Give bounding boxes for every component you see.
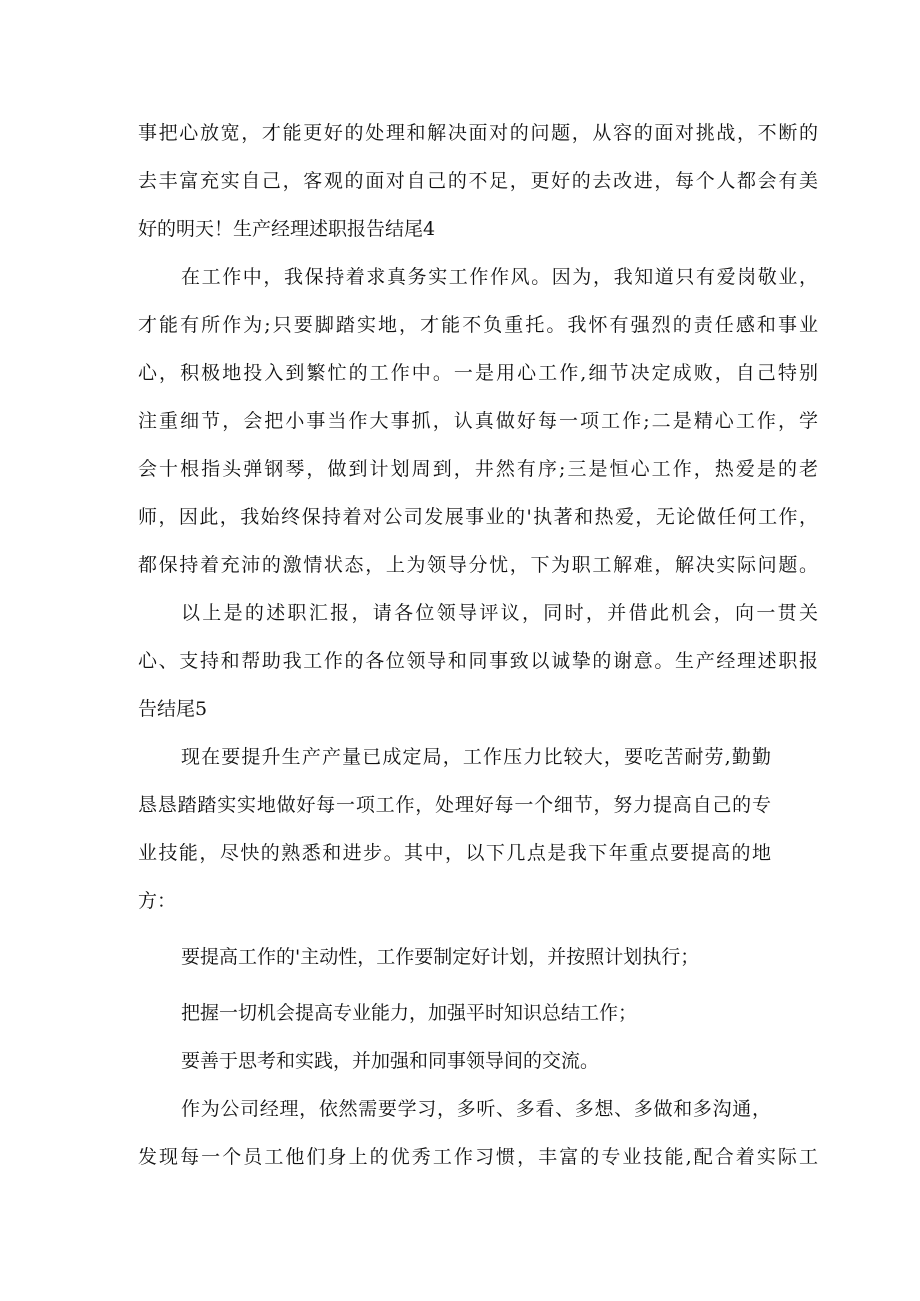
text-line-12: 心、支持和帮助我工作的各位领导和同事致以诚挚的谢意。生产经理述职报 [138,650,818,672]
text-line-6: 心，积极地投入到繁忙的工作中。一是用心工作,细节决定成败，自己特别 [138,362,818,384]
text-line-13: 告结尾5 [138,698,208,720]
text-line-2: 去丰富充实自己，客观的面对自己的不足，更好的去改进，每个人都会有美 [138,170,818,192]
text-line-11: 以上是的述职汇报，请各位领导评议，同时，并借此机会，向一贯关 [181,602,818,624]
text-line-1: 事把心放宽，才能更好的处理和解决面对的问题，从容的面对挑战，不断的 [138,122,818,144]
text-line-5: 才能有所作为;只要脚踏实地，才能不负重托。我怀有强烈的责任感和事业 [138,314,818,336]
text-line-15: 恳恳踏踏实实地做好每一项工作，处理好每一个细节，努力提高自己的专 [138,794,771,816]
text-line-16: 业技能，尽快的熟悉和进步。其中，以下几点是我下年重点要提高的地 [138,842,771,864]
text-line-3: 好的明天！生产经理述职报告结尾4 [138,218,436,240]
text-line-18: 要提高工作的'主动性，工作要制定好计划，并按照计划执行； [181,946,700,968]
text-line-21: 作为公司经理，依然需要学习，多听、多看、多想、多做和多沟通， [181,1098,771,1120]
text-line-10: 都保持着充沛的激情状态，上为领导分忧，下为职工解难，解决实际问题。 [138,554,818,576]
text-line-22: 发现每一个员工他们身上的优秀工作习惯，丰富的专业技能,配合着实际工 [138,1146,818,1168]
text-line-14: 现在要提升生产产量已成定局，工作压力比较大，要吃苦耐劳,勤勤 [181,746,771,768]
text-line-19: 把握一切机会提高专业能力，加强平时知识总结工作； [181,1002,638,1024]
text-line-4: 在工作中，我保持着求真务实工作作风。因为，我知道只有爱岗敬业， [181,266,818,288]
text-line-9: 师，因此，我始终保持着对公司发展事业的'执著和热爱，无论做任何工作， [138,506,818,528]
text-line-17: 方： [138,890,177,912]
text-line-8: 会十根指头弹钢琴，做到计划周到，井然有序;三是恒心工作，热爱是的老 [138,458,818,480]
text-line-7: 注重细节，会把小事当作大事抓，认真做好每一项工作;二是精心工作，学 [138,410,818,432]
text-line-20: 要善于思考和实践，并加强和同事领导间的交流。 [181,1050,600,1072]
